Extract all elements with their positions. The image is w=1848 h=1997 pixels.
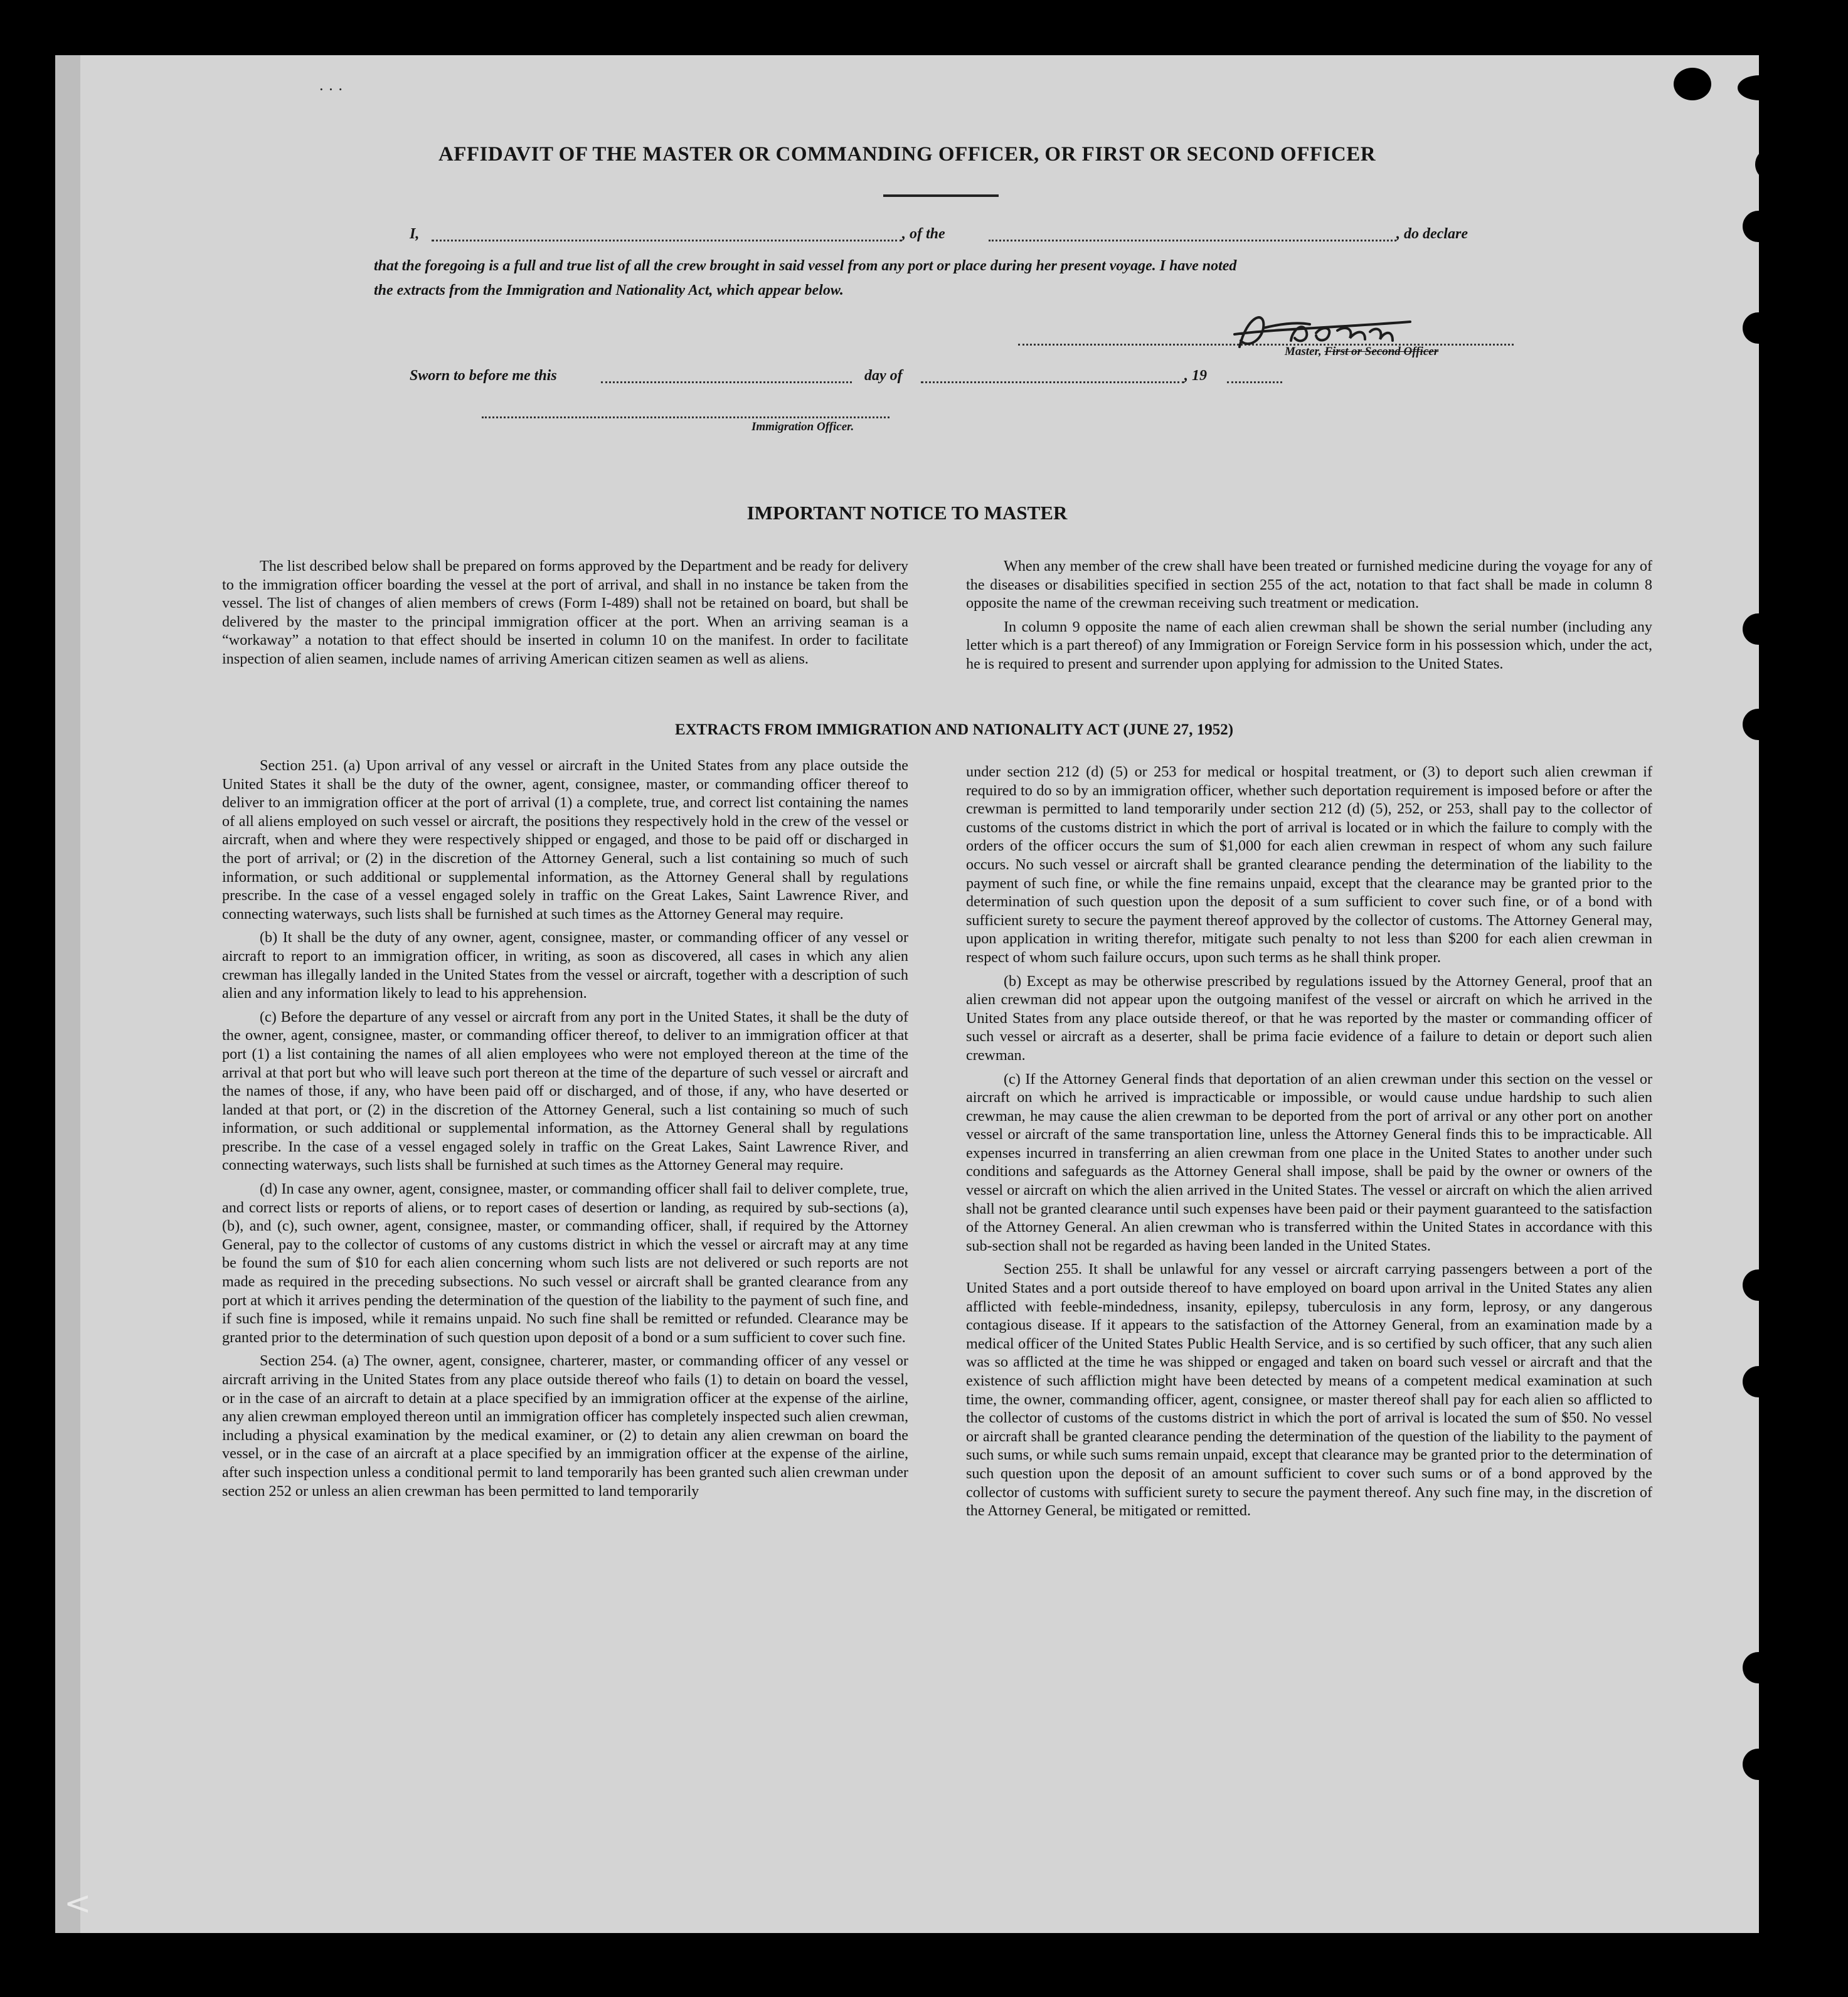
extract-paragraph: Section 254. (a) The owner, agent, consignee, charterer, master, or commanding officer of any vessel or aircraft arriving in the United States from any place outside thereof who fails (1) to detain on board the vessel, or in the case of an aircraft to detain at a place specified by an immigration officer at the expense of the airline, any alien crewman employed thereon until an immigration officer has completely inspected such alien crewman, including a physical examination by the medical examiner, or (2) to detain any alien crewman on board the vessel, or in the case of an aircraft at a place specified by an immigration officer at the expense of the airline, after such inspection unless a conditional permit to land temporarily has been granted such alien crewman under section 252 or unless an alien crewman has been permitted to land temporarily bbox=[222, 1352, 908, 1500]
extract-paragraph: Section 251. (a) Upon arrival of any vessel or aircraft in the United States from any place outside the United States it shall be the duty of the owner, agent, consignee, master, or commanding officer thereof to deliver to an immigration officer at the port of arrival (1) a complete, true, and correct list containing the names of all aliens employed on such vessel or aircraft, the positions they respectively hold in the crew of the vessel or aircraft, when and where they were respectively shipped or engaged, and those to be paid off or discharged in the port of arrival; or (2) in the discretion of the Attorney General, such a list containing so much of such information, or such additional or supplemental information, as the Attorney General shall by regulations prescribe. In the case of a vessel engaged solely in traffic on the Great Lakes, Saint Lawrence River, and connecting waterways, such lists shall be furnished at such times as the Attorney General may require. bbox=[222, 757, 908, 923]
affidavit-statement-line: the extracts from the Immigration and Nationality Act, which appear below. bbox=[374, 282, 844, 299]
declarant-label: I, bbox=[410, 226, 420, 242]
affidavit-statement-line: that the foregoing is a full and true list of all the crew brought in said vessel from any port or place during her present voyage. I have noted bbox=[374, 258, 1237, 274]
immigration-officer-label: Immigration Officer. bbox=[751, 420, 854, 433]
extracts-right-column bbox=[966, 763, 1652, 1520]
punch-hole bbox=[1743, 211, 1774, 242]
do-declare-label: , do declare bbox=[1396, 226, 1468, 242]
notice-left-column bbox=[222, 557, 908, 669]
punch-hole bbox=[1743, 613, 1774, 645]
sworn-label: Sworn to before me this bbox=[410, 368, 557, 384]
page-edge-shadow bbox=[55, 55, 80, 1933]
notice-paragraph: The list described below shall be prepared on forms approved by the Department and be ready for delivery to the immigration officer boarding the vessel at the port of arrival, and shall in no instance be taken from the vessel. The list of changes of alien members of crews (Form I-489) shall not be retained on board, but shall be delivered by the master to the principal immigration officer at the port. When an arriving seaman is a “workaway” a notation to that effect should be inserted in column 10 on the manifest. In order to facilitate inspection of alien seamen, include names of arriving American citizen seamen as well as aliens. bbox=[222, 558, 908, 667]
punch-hole bbox=[1743, 1652, 1774, 1683]
signature-caption bbox=[1285, 345, 1438, 359]
notice-paragraph: When any member of the crew shall have been treated or furnished medicine during the voyage for any of the diseases or disabilities specified in section 255 of the act, notation to that fact shall be made in column 8 opposite the name of the crewman receiving such treatment or medication. bbox=[966, 558, 1652, 612]
vessel-name-line[interactable] bbox=[989, 240, 1396, 241]
title-underline bbox=[883, 194, 999, 197]
extracts-left-column bbox=[222, 756, 908, 1500]
extract-paragraph: (c) Before the departure of any vessel or aircraft from any port in the United States, it shall be the duty of the owner, agent, consignee, master, or commanding officer thereof, to deliver to an immigration officer at that port (1) a list containing the names of all alien employees who were not employed thereon at the time of the arrival at that port but who will leave such port thereon at the time of the departure of such vessel or aircraft and the names of those, if any, who have been paid off or discharged, and of those, if any, who have deserted or landed at that port, or (2) in the discretion of the Attorney General, such a list containing so much of such information, or such additional or supplemental information, as the Attorney General shall by regulations prescribe. In the case of a vessel engaged solely in traffic on the Great Lakes, Saint Lawrence River, and connecting waterways, such lists shall be furnished at such times as the Attorney General may require. bbox=[222, 1008, 908, 1174]
sworn-day-line[interactable] bbox=[601, 381, 852, 383]
signature-caption-struck: First or Second Officer bbox=[1324, 345, 1439, 358]
extract-paragraph: (b) Except as may be otherwise prescribed by regulations issued by the Attorney General, proof that an alien crewman did not appear upon the outgoing manifest of the vessel or aircraft on which he arrived in the United States from any place outside thereof, or that he was reported by the master or commanding officer of such vessel or aircraft as a deserter, shall be prima facie evidence of a failure to detain or deport such alien crewman. bbox=[966, 972, 1652, 1064]
notice-paragraph: In column 9 opposite the name of each alien crewman shall be shown the serial number (including any letter which is a part thereof) of any Immigration or Foreign Service form in his possession which, under the act, he is required to present and surrender upon applying for admission to the United States. bbox=[966, 618, 1652, 672]
extract-paragraph: (d) In case any owner, agent, consignee, master, or commanding officer shall fail to deliver complete, true, and correct lists or reports of aliens, or to report cases of desertion or landing, as required by sub-sections (a), (b), and (c), such owner, agent, consignee, master, or commanding officer, shall, if required by the Attorney General, pay to the collector of customs of any customs district in which the vessel or aircraft may at any time be found the sum of $10 for each alien concerning whom such lists are not delivered or such reports are not made as required in the preceding subsections. No such vessel or aircraft shall be granted clearance from any port at which it arrives pending the determination of the question of the liability to the payment of such fine, and if such fine is imposed, while it remains unpaid. No such fine shall be remitted or refunded. Clearance may be granted prior to the determination of such question upon deposit of a bond or a sum sufficient to cover such fine. bbox=[222, 1180, 908, 1346]
declarant-name-line[interactable] bbox=[432, 240, 902, 241]
ink-specks: · · · bbox=[319, 80, 343, 98]
immigration-officer-line[interactable] bbox=[482, 416, 889, 418]
extract-paragraph: Section 255. It shall be unlawful for any vessel or aircraft carrying passengers between a port of the United States and a port outside thereof to have employed on board upon arrival in the United States any alien afflicted with feeble-mindedness, insanity, epilepsy, tuberculosis in any form, leprosy, or any dangerous contagious disease. If it appears to the satisfaction of the Attorney General, from an examination made by a medical officer of the United States Public Health Service, and is so certified by such officer, that any such alien was so afflicted at the time he was shipped or engaged and taken on board such vessel or aircraft and that the existence of such affliction might have been detected by means of a competent medical examination at such time, the owner, commanding officer, agent, consignee, or master thereof shall pay for each alien so afflicted to the collector of customs of the customs district in which the port of arrival is located the sum of $50. No vessel or aircraft shall be granted clearance pending the determination of the question of the liability to the payment of such sums, or while such sums remain unpaid, except that clearance may be granted prior to the determination of such question upon the deposit of an amount sufficient to cover such sums or of a bond approved by the collector of customs with sufficient surety to secure the payment thereof. Any such fine may, in the discretion of the Attorney General, be mitigated or remitted. bbox=[966, 1261, 1652, 1520]
document-page bbox=[55, 55, 1759, 1933]
day-of-label: day of bbox=[864, 368, 903, 384]
torn-edge-damage bbox=[1738, 75, 1782, 100]
torn-edge-damage bbox=[1674, 68, 1711, 100]
signature-caption-master: Master, bbox=[1285, 345, 1322, 358]
year-label: , 19 bbox=[1184, 368, 1207, 384]
margin-mark: < bbox=[64, 1885, 92, 1922]
punch-hole bbox=[1743, 1269, 1774, 1301]
of-the-label: , of the bbox=[902, 226, 945, 242]
extract-paragraph: under section 212 (d) (5) or 253 for medical or hospital treatment, or (3) to deport such alien crewman if required to do so by an immigration officer, whether such deportation requirement is imposed before or after the crewman is permitted to land temporarily under section 212 (d) (5), 252, or 253, shall pay to the collector of customs of the customs district in which the port of arrival is located or in which the failure to comply with the orders of the officer occurs the sum of $1,000 for each alien crewman in respect of whom any such failure occurs. No such vessel or aircraft shall be granted clearance pending the determination of the liability to the payment of such fine, or while the fine remains unpaid, except that the clearance may be granted prior to the determination of such question upon the deposit of a sum sufficient to cover such fine, or of a bond with sufficient surety to secure the payment thereof approved by the collector of customs. The Attorney General may, upon application in writing therefor, mitigate such penalty to not less than $200 for each alien crewman in respect of whom such failure occurs, upon such terms as he shall think proper. bbox=[966, 763, 1652, 966]
affidavit-title: AFFIDAVIT OF THE MASTER OR COMMANDING OFFICER, OR FIRST OR SECOND OFFICER bbox=[438, 143, 1376, 166]
year-line[interactable] bbox=[1227, 381, 1282, 383]
punch-hole bbox=[1743, 1749, 1774, 1780]
punch-hole bbox=[1755, 148, 1788, 181]
punch-hole bbox=[1787, 113, 1814, 140]
notice-title: IMPORTANT NOTICE TO MASTER bbox=[746, 502, 1068, 524]
punch-hole bbox=[1743, 312, 1774, 344]
extracts-title: EXTRACTS FROM IMMIGRATION AND NATIONALITY ACT (JUNE 27, 1952) bbox=[674, 721, 1234, 738]
punch-hole bbox=[1743, 1366, 1774, 1397]
extract-paragraph: (b) It shall be the duty of any owner, agent, consignee, master, or commanding officer of any vessel or aircraft to report to an immigration officer, in writing, as soon as discovered, all cases in which any alien crewman has illegally landed in the United States from the vessel or aircraft, together with a description of such alien and any information likely to lead to his apprehension. bbox=[222, 929, 908, 1002]
notice-right-column bbox=[966, 557, 1652, 674]
extract-paragraph: (c) If the Attorney General finds that deportation of an alien crewman under this section on the vessel or aircraft on which he arrived is impracticable or impossible, or would cause undue hardship to such alien crewman, he may cause the alien crewman to be deported from the port of arrival or any other port on another vessel or aircraft of the same transportation line, unless the Attorney General finds this to be impracticable. All expenses incurred in transferring an alien crewman from one place in the United States to another under such conditions and safeguards as the Attorney General shall impose, shall be paid by the owner or owners of the vessel or aircraft on which the alien arrived in the United States. The vessel or aircraft on which the alien arrived shall not be granted clearance until such expenses have been paid or their payment guaranteed to the satisfaction of the Attorney General. An alien crewman who is transferred within the United States in accordance with this sub-section shall not be regarded as having been landed in the United States. bbox=[966, 1070, 1652, 1254]
punch-hole bbox=[1743, 709, 1774, 740]
sworn-month-line[interactable] bbox=[921, 381, 1184, 383]
